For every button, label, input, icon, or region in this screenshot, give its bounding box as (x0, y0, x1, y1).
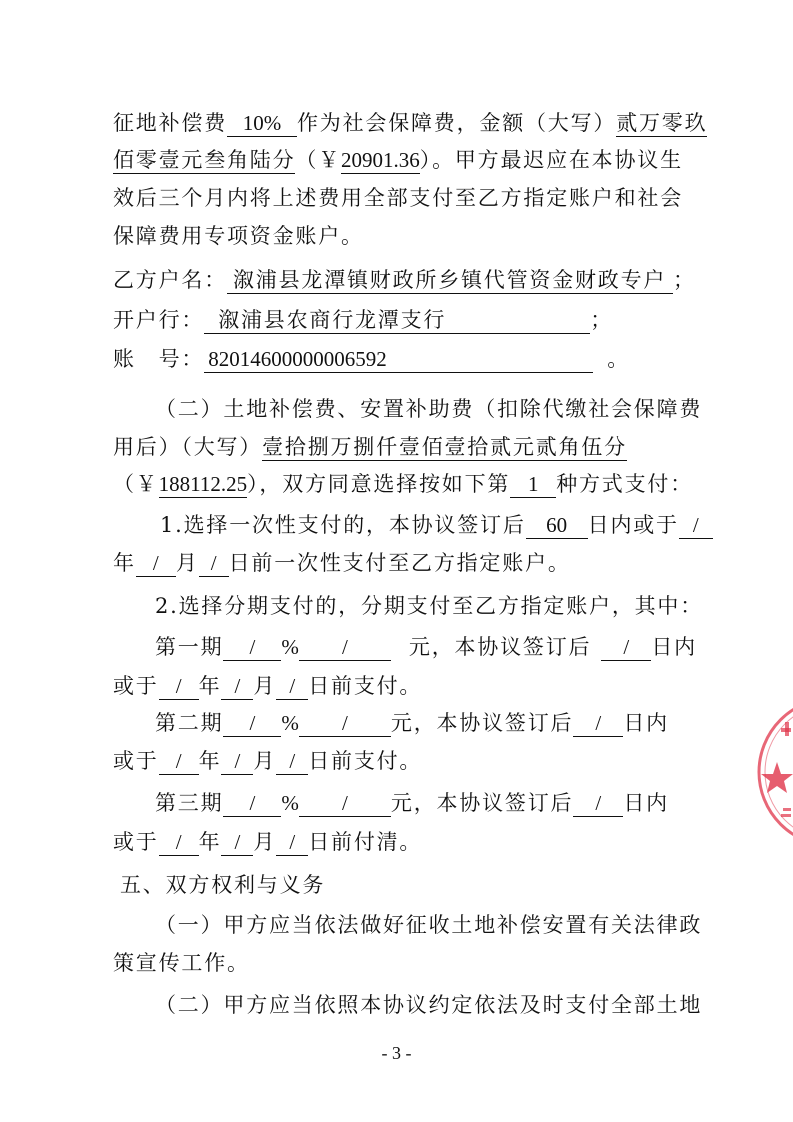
year-value: / (679, 512, 713, 539)
text: 日内或于 (587, 513, 679, 537)
text: 月 (253, 830, 277, 854)
section5-item1-line1: （一）甲方应当依法做好征收土地补偿安置有关法律政 (155, 913, 703, 937)
seal-icon (751, 690, 793, 855)
installment-2-line1 (155, 708, 669, 738)
text: 或于 (113, 749, 159, 773)
payment-option-number: 1 (510, 471, 556, 498)
installment-amount: / (299, 710, 391, 737)
text: ），双方同意选择按如下第 (247, 472, 511, 496)
page-number: - 3 - (381, 1043, 412, 1063)
text: 月 (253, 674, 277, 698)
bank-value: 溆浦县农商行龙潭支行 (204, 307, 590, 334)
installment-year: / (159, 748, 199, 775)
month-value: / (136, 550, 176, 577)
installment-month: / (221, 748, 253, 775)
text: ）。甲方最迟应在本协议生 (419, 148, 683, 172)
account-no-value: 82014600000006592 (204, 346, 593, 373)
text: 或于 (113, 830, 159, 854)
p2-line3 (113, 469, 693, 499)
bank-line (113, 305, 613, 335)
text: 日前支付。 (308, 674, 423, 698)
text: ； (673, 268, 696, 292)
opt1-line2 (113, 548, 571, 578)
installment-label: 第一期 (155, 635, 224, 659)
installment-year: / (159, 829, 199, 856)
installment-1-line1 (155, 632, 697, 662)
text: 元，本协议签订后 (408, 635, 592, 659)
account-name-label: 乙方户名： (113, 268, 227, 292)
text: % (281, 711, 299, 735)
p1-line3: 效后三个月内将上述费用全部支付至乙方指定账户和社会 (113, 186, 683, 210)
text: 日内 (651, 635, 697, 659)
installment-month: / (221, 673, 253, 700)
amount-figure: 188112.25 (158, 472, 248, 496)
section5-item1-line2: 策宣传工作。 (113, 951, 250, 975)
account-no-line (113, 344, 630, 374)
amount-figure: 20901.36 (341, 148, 420, 172)
text: （￥ (113, 472, 159, 496)
text: 作为社会保障费，金额（大写） (297, 111, 617, 135)
text: 种方式支付： (556, 472, 694, 496)
text: 年 (198, 749, 222, 773)
installment-percent: / (223, 634, 281, 661)
opt1-line1 (160, 510, 713, 540)
p2-line2 (113, 432, 627, 462)
installment-label: 第二期 (155, 711, 224, 735)
opt2-intro: 2.选择分期支付的，分期支付至乙方指定账户，其中： (155, 594, 704, 618)
installment-days: / (573, 790, 623, 817)
amount-words-part1: 贰万零玖 (616, 111, 708, 135)
seal-stamp (751, 690, 793, 855)
section5-item2-line1: （二）甲方应当依照本协议约定依法及时支付全部土地 (155, 993, 703, 1017)
text: 日前一次性支付至乙方指定账户。 (228, 551, 571, 575)
text: 年 (198, 674, 222, 698)
installment-day: / (276, 829, 308, 856)
account-name-line (113, 265, 696, 295)
installment-days: / (573, 710, 623, 737)
installment-year: / (159, 673, 199, 700)
text: % (281, 791, 299, 815)
account-no-label: 账 号： (113, 347, 205, 371)
text: 或于 (113, 674, 159, 698)
installment-amount: / (299, 634, 391, 661)
installment-label: 第三期 (155, 791, 224, 815)
installment-2-line2 (113, 746, 422, 776)
installment-percent: / (223, 710, 281, 737)
amount-words: 壹拾捌万捌仟壹佰壹拾贰元贰角伍分 (262, 435, 627, 459)
text: 征地补偿费 (113, 111, 227, 135)
text: 用后）（大写） (113, 435, 263, 459)
text: 日前付清。 (308, 830, 423, 854)
installment-days: / (601, 634, 651, 661)
p1-line4: 保障费用专项资金账户。 (113, 224, 364, 248)
account-name-value: 溆浦县龙潭镇财政所乡镇代管资金财政专户 (227, 267, 673, 294)
installment-amount: / (299, 790, 391, 817)
p1-line1 (113, 108, 707, 138)
text: 。 (607, 347, 631, 371)
days-value: 60 (526, 512, 588, 539)
text: 日内 (623, 711, 669, 735)
installment-1-line2 (113, 671, 422, 701)
text: % (281, 635, 299, 659)
text: （￥ (295, 148, 342, 172)
amount-words-part2: 佰零壹元叁角陆分 (113, 148, 296, 172)
p2-line1: （二）土地补偿费、安置补助费（扣除代缴社会保障费 (155, 397, 703, 421)
text: 元，本协议签订后 (390, 791, 574, 815)
text: 日内 (623, 791, 669, 815)
text: 年 (113, 551, 136, 575)
text: 年 (198, 830, 222, 854)
section-heading: 五、双方权利与义务 (120, 873, 326, 897)
installment-day: / (276, 673, 308, 700)
text: 元，本协议签订后 (390, 711, 574, 735)
bank-label: 开户行： (113, 308, 205, 332)
installment-percent: / (223, 790, 281, 817)
text: 月 (175, 551, 199, 575)
percent-value: 10% (227, 110, 297, 137)
text: 1.选择一次性支付的，本协议签订后 (160, 513, 526, 537)
installment-month: / (221, 829, 253, 856)
text: ； (590, 308, 614, 332)
text: 日前支付。 (308, 749, 423, 773)
installment-3-line1 (155, 788, 669, 818)
text: 月 (253, 749, 277, 773)
day-value: / (199, 550, 229, 577)
installment-3-line2 (113, 827, 422, 857)
p1-line2 (113, 145, 683, 175)
installment-day: / (276, 748, 308, 775)
